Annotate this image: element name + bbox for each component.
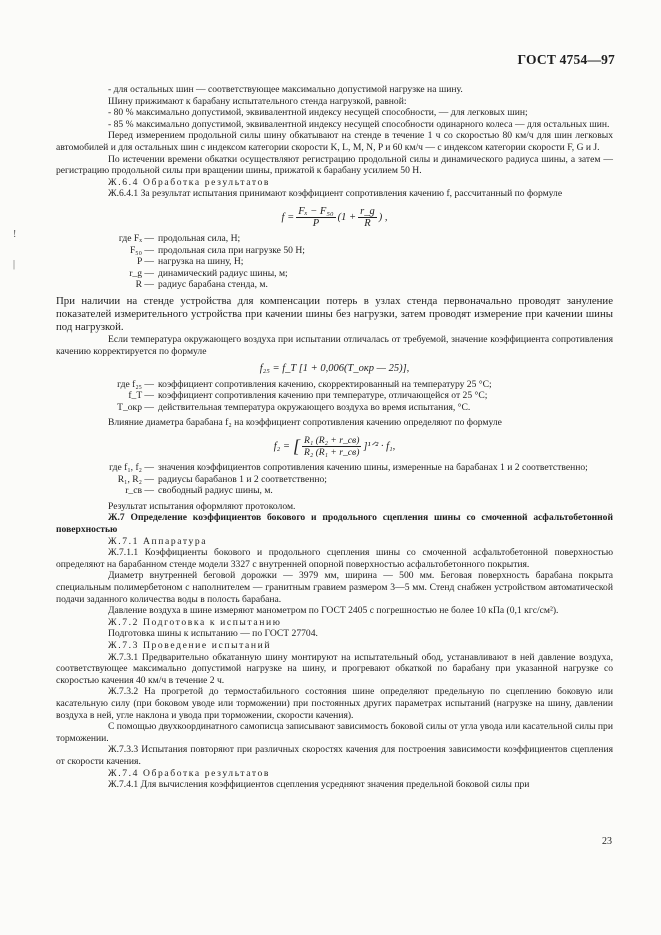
fraction-numerator: R₁ (R₂ + r_св) xyxy=(303,435,360,447)
formula-temperature-correction xyxy=(56,363,613,375)
paragraph: Давление воздуха в шине измеряют манометром по ГОСТ 2405 с погрешностью не более 10 кПа (0,1 кгс/см²). xyxy=(108,605,559,617)
definitions-list xyxy=(56,379,613,414)
definition-symbol: R — xyxy=(135,279,154,291)
section-heading: Ж.7.2 Подготовка к испытанию xyxy=(108,616,282,628)
definition-text: действительная температура окружающего воздуха во время испытания, °С. xyxy=(158,401,471,413)
definition-text: нагрузка на шину, Н; xyxy=(158,256,244,268)
fraction xyxy=(302,435,361,458)
definition-row xyxy=(56,233,613,245)
definition-row xyxy=(56,379,613,391)
definition-row xyxy=(56,245,613,257)
fraction-denominator: R xyxy=(364,217,371,229)
definition-text: коэффициент сопротивления качению при температуре, отличающейся от 25 °С; xyxy=(158,390,488,402)
definition-symbol: T_окр — xyxy=(117,401,154,413)
formula-part: ]¹ᐟ² · f₁, xyxy=(363,440,396,452)
formula-rolling-resistance xyxy=(56,206,613,229)
definition-row xyxy=(56,390,613,402)
paragraph: Ж.7.3.3 Испытания повторяют при различных скоростях качения для построения зависимости коэффициентов сцепления от скорости качения. xyxy=(56,744,613,767)
paragraph: Ж.7.3.1 Предварительно обкатанную шину монтируют на испытательный обод, устанавливают в ней давление воздуха, соответствующее максимально допустимой нагрузке на шину, и прогревают обкаткой по барабану при указанной нагрузке со скоростью качения 40 км/ч в течение 2 ч. xyxy=(56,651,613,686)
definition-row xyxy=(56,402,613,414)
paragraph: - 85 % максимально допустимой, эквивалентной индексу несущей способности одинарного колеса — для остальных шин. xyxy=(108,118,610,130)
definition-text: радиусы барабанов 1 и 2 соответственно; xyxy=(158,473,327,485)
definition-text: коэффициент сопротивления качению, скорректированный на температуру 25 °С; xyxy=(158,378,492,390)
section-heading: Ж.7 Определение коэффициентов бокового и продольного сцепления шины со смоченной асфальтобетонной поверхностью xyxy=(56,512,613,536)
paragraph: Если температура окружающего воздуха при испытании отличалась от требуемой, значение коэффициента сопротивления качению корректируется по формуле xyxy=(56,333,613,357)
section-heading: Ж.7.3 Проведение испытаний xyxy=(108,639,272,651)
formula-lhs: f = xyxy=(281,211,295,223)
paragraph: Ж.6.4.1 За результат испытания принимают коэффициент сопротивления качению f, рассчитанный по формуле xyxy=(108,188,563,200)
definition-symbol: r_g — xyxy=(129,267,154,279)
paragraph: Перед измерением продольной силы шину обкатывают на стенде в течение 1 ч со скоростью 80 км/ч для шин легковых автомобилей и для остальных шин с индексом категории скорости K, L, M, N, P и 60 км/ч — с индексом категории скорости F, G и J. xyxy=(56,130,613,153)
definition-text: радиус барабана стенда, м. xyxy=(158,279,268,291)
fraction-denominator: R₂ (R₁ + r_св) xyxy=(303,447,360,459)
definition-text: продольная сила при нагрузке 50 Н; xyxy=(158,244,305,256)
paragraph: Ж.7.1.1 Коэффициенты бокового и продольного сцепления шины со смоченной асфальтобетонной поверхностью определяют на барабанном стенде модели 3327 с внутренней опорной поверхностью асфальтобетонного покрытия. xyxy=(56,547,613,570)
definition-row xyxy=(56,485,613,497)
definition-text: значения коэффициентов сопротивления качению шины, измеренные на барабанах 1 и 2 соответственно; xyxy=(158,462,588,474)
fraction-numerator: Fₓ − F₅₀ xyxy=(298,205,334,217)
section-heading: Ж.7.1 Аппаратура xyxy=(108,535,208,547)
definition-text: свободный радиус шины, м. xyxy=(158,485,273,497)
fraction xyxy=(296,206,335,229)
fraction-numerator: r_g xyxy=(360,205,375,217)
definition-symbol: F₅₀ — xyxy=(129,244,154,256)
definition-row xyxy=(56,462,613,474)
definition-row xyxy=(56,256,613,268)
paragraph: Ж.7.4.1 Для вычисления коэффициентов сцепления усредняют значения предельной боковой силы при xyxy=(108,779,530,791)
fraction xyxy=(358,206,377,229)
formula-text: f₂₅ = f_T [1 + 0,006(T_окр — 25)], xyxy=(259,363,410,375)
paragraph: Диаметр внутренней беговой дорожки — 3979 мм, ширина — 500 мм. Беговая поверхность барабана покрыта специальным полимербетоном с наполнителем — гранитным гравием размером 3—5 мм. Стенд снабжен устройством автоматической подачи заданного количества воды в полость барабана. xyxy=(56,570,613,605)
definition-row xyxy=(56,474,613,486)
paragraph: - для остальных шин — соответствующее максимально допустимой нагрузке на шину. xyxy=(108,84,463,95)
section-heading: Ж.7.4 Обработка результатов xyxy=(108,767,271,779)
document-code-header: ГОСТ 4754—97 xyxy=(517,52,615,67)
definition-symbol: P — xyxy=(137,256,154,268)
definition-symbol: где f₁, f₂ — xyxy=(109,462,154,474)
definition-symbol: R₁, R₂ — xyxy=(117,473,154,485)
formula-lhs: f₂ = xyxy=(273,440,290,452)
paragraph: Влияние диаметра барабана f₂ на коэффициент сопротивления качению определяют по формуле xyxy=(108,417,502,429)
definition-text: продольная сила, Н; xyxy=(158,232,241,244)
paragraph: По истечении времени обкатки осуществляют регистрацию продольной силы и динамического радиуса шины, а затем — регистрацию продольной силы при вращении шины, прижатой к барабану усилием 50 Н. xyxy=(56,153,613,177)
section-heading: Ж.6.4 Обработка результатов xyxy=(108,176,271,188)
formula-part: ) , xyxy=(378,211,388,223)
paragraph: Ж.7.3.2 На прогретой до термостабильного состояния шине определяют предельную по сцеплению боковую или касательную силу (при боковом уводе или торможении) при постоянных других параметрах испытаний (нагрузке на шину, давлении воздуха в ней, угле наклона и увода при торможении, скорости качения). xyxy=(56,686,613,721)
page-number: 23 xyxy=(602,836,612,847)
paragraph: Подготовка шины к испытанию — по ГОСТ 27704. xyxy=(108,628,318,640)
definition-symbol: r_св — xyxy=(125,485,154,497)
formula-part: (1 + xyxy=(337,211,357,223)
paragraph: С помощью двухкоординатного самописца записывают зависимость боковой силы от угла увода или касательной силы при торможении. xyxy=(56,721,613,744)
paragraph: Шину прижимают к барабану испытательного стенда нагрузкой, равной: xyxy=(108,95,407,107)
definition-symbol: f_T — xyxy=(128,390,154,402)
margin-mark: | xyxy=(13,259,16,270)
definitions-list xyxy=(56,233,613,291)
definition-row xyxy=(56,268,613,280)
paragraph: При наличии на стенде устройства для компенсации потерь в узлах стенда первоначально проводят зануление показателей измерительного устройства при качении шины без нагрузки, затем проводят измерение при качении шины под нагрузкой. xyxy=(56,294,613,333)
definition-symbol: где Fₓ — xyxy=(118,232,154,244)
definition-text: динамический радиус шины, м; xyxy=(158,267,288,279)
document-body xyxy=(56,84,613,791)
margin-mark: ! xyxy=(13,229,17,240)
definition-row xyxy=(56,279,613,291)
definitions-list xyxy=(56,462,613,497)
fraction-denominator: P xyxy=(312,217,320,229)
paragraph: Результат испытания оформляют протоколом. xyxy=(108,500,296,512)
formula-drum-diameter: f₂ = [ $\frac{\text{R₁ (R₂ + r\_св)}}{\text{R₂ (R₁ + r\_св)}}$ ]¹ᐟ² · f₁, xyxy=(273,435,396,459)
definition-symbol: где f₂₅ — xyxy=(117,378,154,390)
paragraph: - 80 % максимально допустимой, эквивалентной индексу несущей способности, — для легковых шин; xyxy=(108,107,528,119)
